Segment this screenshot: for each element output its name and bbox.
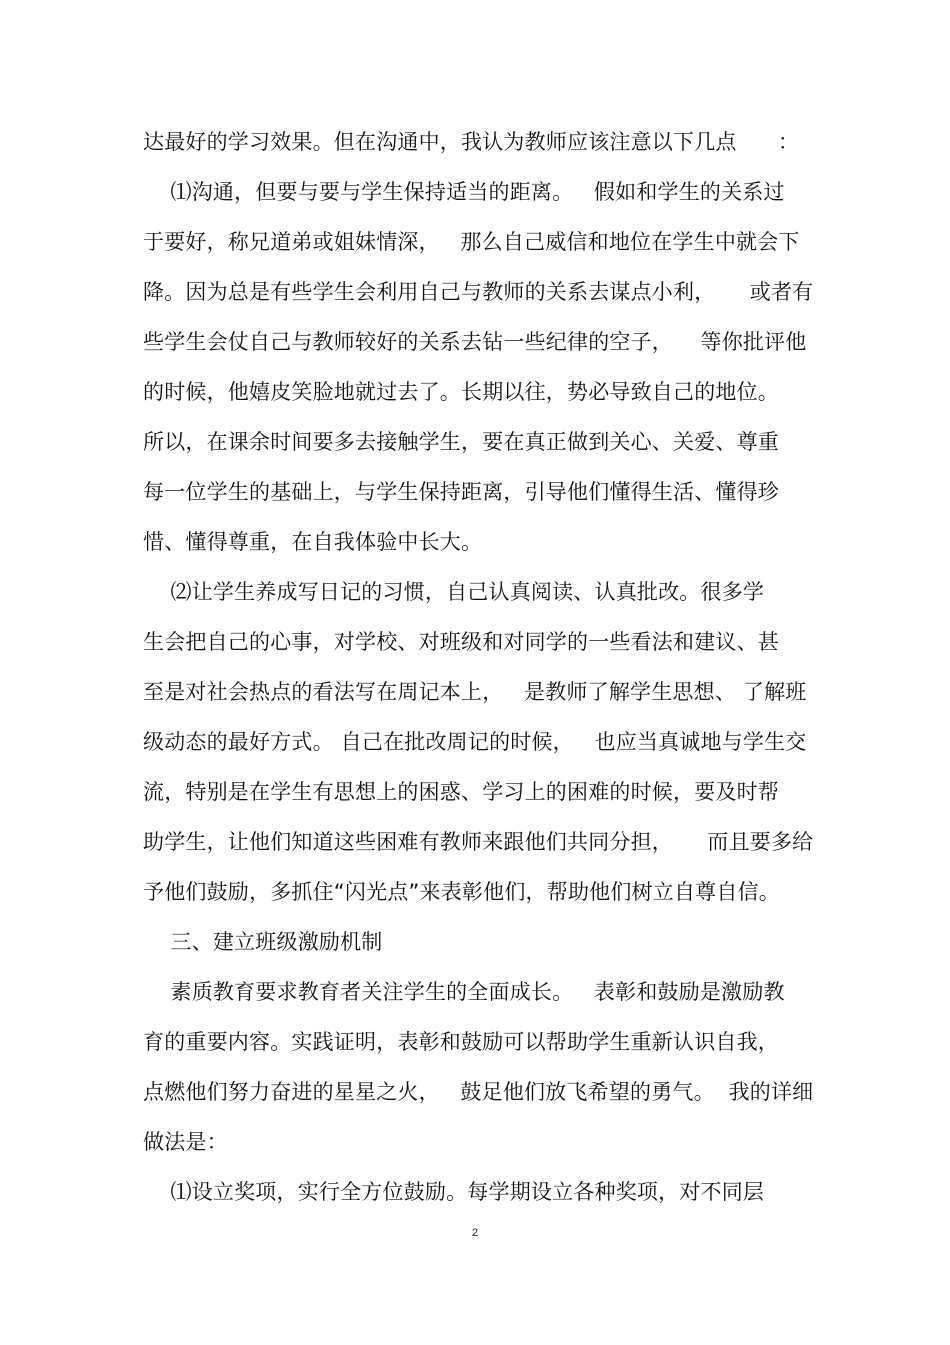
text-line: 予他们鼓励，多抓住“闪光点”来表彰他们，帮助他们树立自尊自信。 xyxy=(143,880,780,904)
text-line: 级动态的最好方式。 自己在批改周记的时候， 也应当真诚地与学生交 xyxy=(143,730,807,754)
text-line: ⑴沟通，但要与要与学生保持适当的距离。 假如和学生的关系过 xyxy=(143,180,785,204)
text-line: 达最好的学习效果。但在沟通中，我认为教师应该注意以下几点 ： xyxy=(143,130,800,154)
text-line: 做法是： xyxy=(143,1130,228,1154)
section-heading: 三、建立班级激励机制 xyxy=(143,930,383,954)
text-line: 些学生会仗自己与教师较好的关系去钻一些纪律的空子， 等你批评他 xyxy=(143,330,807,354)
text-line: 助学生，让他们知道这些困难有教师来跟他们共同分担， 而且要多给 xyxy=(143,830,814,854)
text-line: 至是对社会热点的看法写在周记本上， 是教师了解学生思想、 了解班 xyxy=(143,680,807,704)
text-line: 育的重要内容。实践证明，表彰和鼓励可以帮助学生重新认识自我， xyxy=(143,1030,779,1054)
text-line: 于要好，称兄道弟或姐妹情深， 那么自己威信和地位在学生中就会下 xyxy=(143,230,800,254)
text-line: 素质教育要求教育者关注学生的全面成长。 表彰和鼓励是激励教 xyxy=(143,980,785,1004)
text-line: ⑴设立奖项，实行全方位鼓励。每学期设立各种奖项，对不同层 xyxy=(143,1180,765,1204)
text-line: 所以，在课余时间要多去接触学生，要在真正做到关心、关爱、尊重 xyxy=(143,430,779,454)
text-line: 降。因为总是有些学生会利用自己与教师的关系去谋点小利， 或者有 xyxy=(143,280,814,304)
page-number: 2 xyxy=(471,1227,479,1239)
text-line: 生会把自己的心事，对学校、对班级和对同学的一些看法和建议、甚 xyxy=(143,630,779,654)
text-line: 流，特别是在学生有思想上的困惑、学习上的困难的时候，要及时帮 xyxy=(143,780,779,804)
text-line: 的时候，他嬉皮笑脸地就过去了。长期以往，势必导致自己的地位。 xyxy=(143,380,779,404)
text-line: 点燃他们努力奋进的星星之火， 鼓足他们放飞希望的勇气。 我的详细 xyxy=(143,1080,814,1104)
text-line: 每一位学生的基础上，与学生保持距离，引导他们懂得生活、懂得珍 xyxy=(143,480,779,504)
text-line: ⑵让学生养成写日记的习惯，自己认真阅读、认真批改。很多学 xyxy=(143,580,765,604)
text-line: 惜、懂得尊重，在自我体验中长大。 xyxy=(143,530,483,554)
